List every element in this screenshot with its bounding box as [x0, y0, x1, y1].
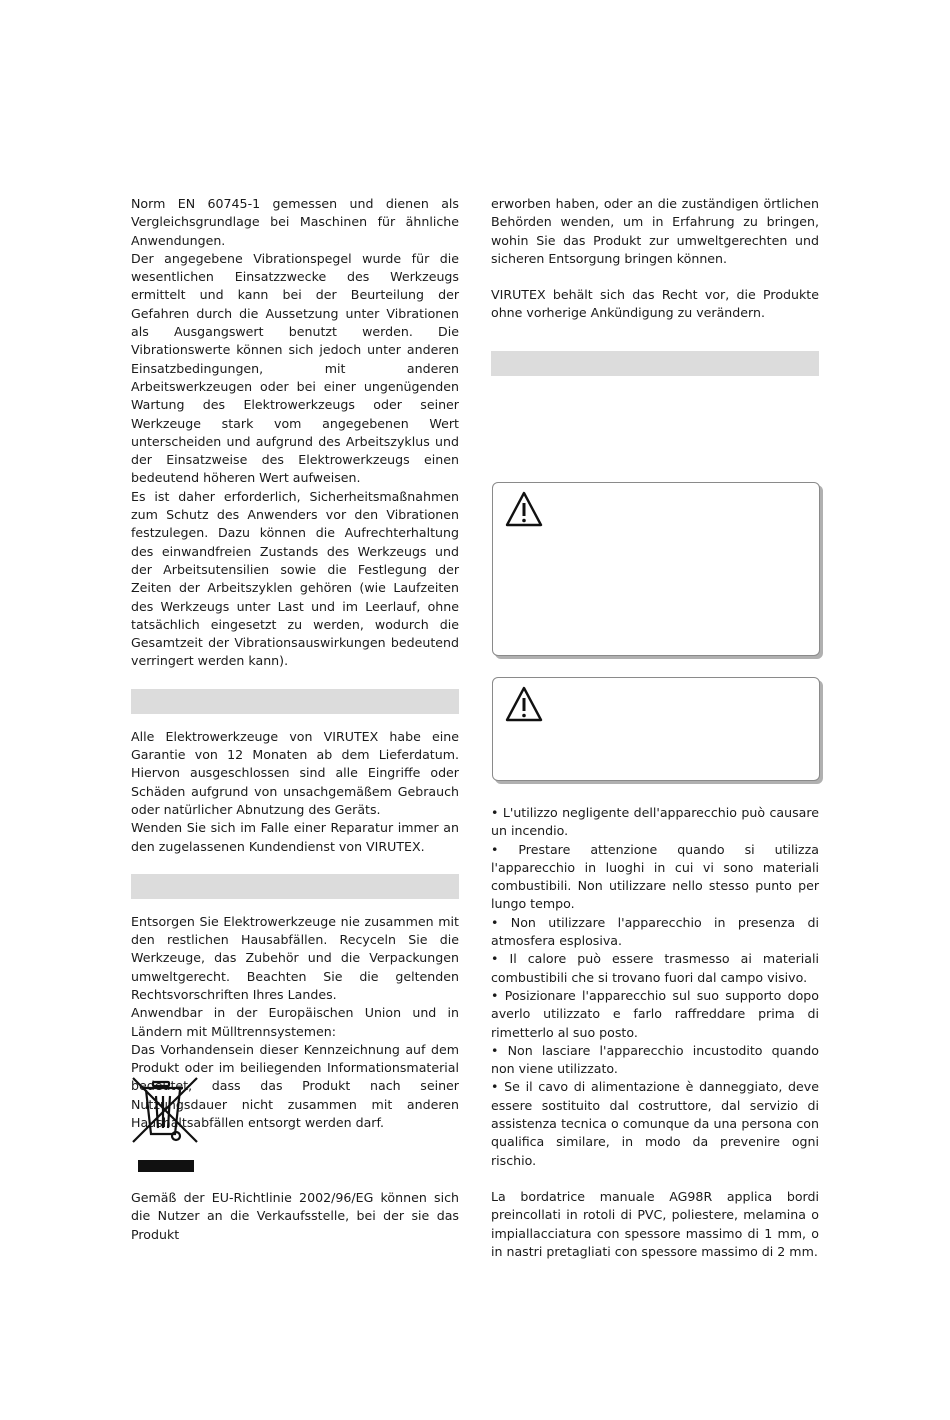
safety-bullets: [491, 804, 819, 1261]
warranty-paragraph-1: Alle Elektrowerkzeuge von VIRUTEX habe eine Garantie von 12 Monaten ab dem Lieferdatum. Hiervon ausgeschlossen sind alle Eingriffe oder Schäden aufgrund von unsachgemäßem Gebrauch oder natürlicher Abnutzung des Geräts.: [131, 728, 459, 817]
crossed-out-wheelie-bin-icon: [131, 1076, 199, 1176]
rights-paragraph: VIRUTEX behält sich das Recht vor, die Produkte ohne vorherige Ankündigung zu verändern.: [491, 287, 819, 321]
right-column: [491, 195, 819, 390]
disposal-paragraph-1: Entsorgen Sie Elektrowerkzeuge nie zusammen mit den restlichen Hausabfällen. Recyceln Sie die Werkzeuge, das Zubehör und die Verpackungen umweltgerecht. Beachten Sie die geltenden Rechtsvorschriften Ihres Landes.: [131, 913, 459, 1002]
safety-bullet: • Non utilizzare l'apparecchio in presenza di atmosfera esplosiva.: [491, 914, 819, 949]
vibration-paragraph-3: Es ist daher erforderlich, Sicherheitsmaßnahmen zum Schutz des Anwenders vor den Vibrationen festzulegen. Dazu können die Aufrechterhaltung des einwandfreien Zustands des Werkzeugs und der Arbeitsutensilien sowie die Festlegung der Zeiten der Arbeitszyklen gehören (wie Laufzeiten des Werkzeugs unter Last und im Leerlauf, ohne tatsächlich eingesetzt zu werden, wodurch die Gesamtzeit der Vibrationsauswirkungen bedeutend verringert werden kann).: [131, 488, 459, 669]
warranty-section-bar: [131, 689, 459, 714]
safety-bullet: • Se il cavo di alimentazione è danneggiato, deve essere sostituito dal costruttore, dal servizio di assistenza tecnica o comunque da una persona con qualifica similare, in modo da prevenire ogni rischio.: [491, 1079, 819, 1168]
left-column: [131, 195, 459, 1132]
vibration-paragraph-1: Norm EN 60745-1 gemessen und dienen als Vergleichsgrundlage bei Maschinen für ähnliche Anwendungen.: [131, 196, 459, 248]
product-description-paragraph: La bordatrice manuale AG98R applica bordi preincollati in rotoli di PVC, poliestere, melamina o impiallacciatura con spessore massimo di 1 mm, o in nastri pretagliati con spessore massimo di 2 mm.: [491, 1188, 819, 1259]
disposal-continuation-paragraph: erworben haben, oder an die zuständigen örtlichen Behörden wenden, um in Erfahrung zu bringen, wohin Sie das Produkt zur umweltgerechten und sicheren Entsorgung bringen können.: [491, 196, 819, 266]
warning-box-1: [492, 482, 820, 656]
directive-paragraph: Gemäß der EU-Richtlinie 2002/96/EG können sich die Nutzer an die Verkaufsstelle, bei der sie das Produkt: [131, 1190, 459, 1242]
safety-bullet: • Non lasciare l'apparecchio incustodito quando non viene utilizzato.: [491, 1042, 819, 1077]
warning-triangle-icon: [505, 491, 543, 527]
italian-section-bar: [491, 351, 819, 376]
safety-bullet: • L'utilizzo negligente dell'apparecchio può causare un incendio.: [491, 805, 819, 839]
safety-bullet: • Posizionare l'apparecchio sul suo supporto dopo averlo utilizzato e farlo raffreddare prima di rimetterlo al suo posto.: [491, 987, 819, 1040]
safety-bullet: • Il calore può essere trasmesso ai materiali combustibili che si trovano fuori dal campo visivo.: [491, 951, 819, 985]
warranty-paragraph-2: Wenden Sie sich im Falle einer Reparatur immer an den zugelassenen Kundendienst von VIRUTEX.: [131, 820, 459, 854]
warning-triangle-icon: [505, 686, 543, 722]
disposal-paragraph-2: Anwendbar in der Europäischen Union und in Ländern mit Mülltrennsystemen:: [131, 1005, 459, 1039]
vibration-paragraph-2: Der angegebene Vibrationspegel wurde für die wesentlichen Einsatzzwecke des Werkzeugs ermittelt und kann bei der Beurteilung der Gefahren durch die Aussetzung unter Vibrationen als Ausgangswert benutzt werden. Die Vibrationswerte können sich jedoch unter anderen Einsatzbedingungen, mit anderen Arbeitswerkzeugen oder bei einer ungenügenden Wartung des Elektrowerkzeugs oder seiner Werkzeuge stark vom angegebenen Wert unterscheiden und aufgrund des Arbeitszyklus und der Einsatzweise des Elektrowerkzeugs einen bedeutend höheren Wert aufweisen.: [131, 250, 459, 486]
disposal-section-bar: [131, 874, 459, 899]
warning-box-2: [492, 677, 820, 781]
disposal-paragraph-3: Das Vorhandensein dieser Kennzeichnung auf dem Produkt oder im beiliegenden Informationsmaterial bedeutet, dass das Produkt nach seiner Nutzungsdauer nicht zusammen mit anderen Haushaltsabfällen entsorgt werden darf.: [131, 1041, 459, 1131]
safety-bullet: • Prestare attenzione quando si utilizza l'apparecchio in luoghi in cui vi sono materiali combustibili. Non utilizzare nello stesso punto per lungo tempo.: [491, 841, 819, 912]
